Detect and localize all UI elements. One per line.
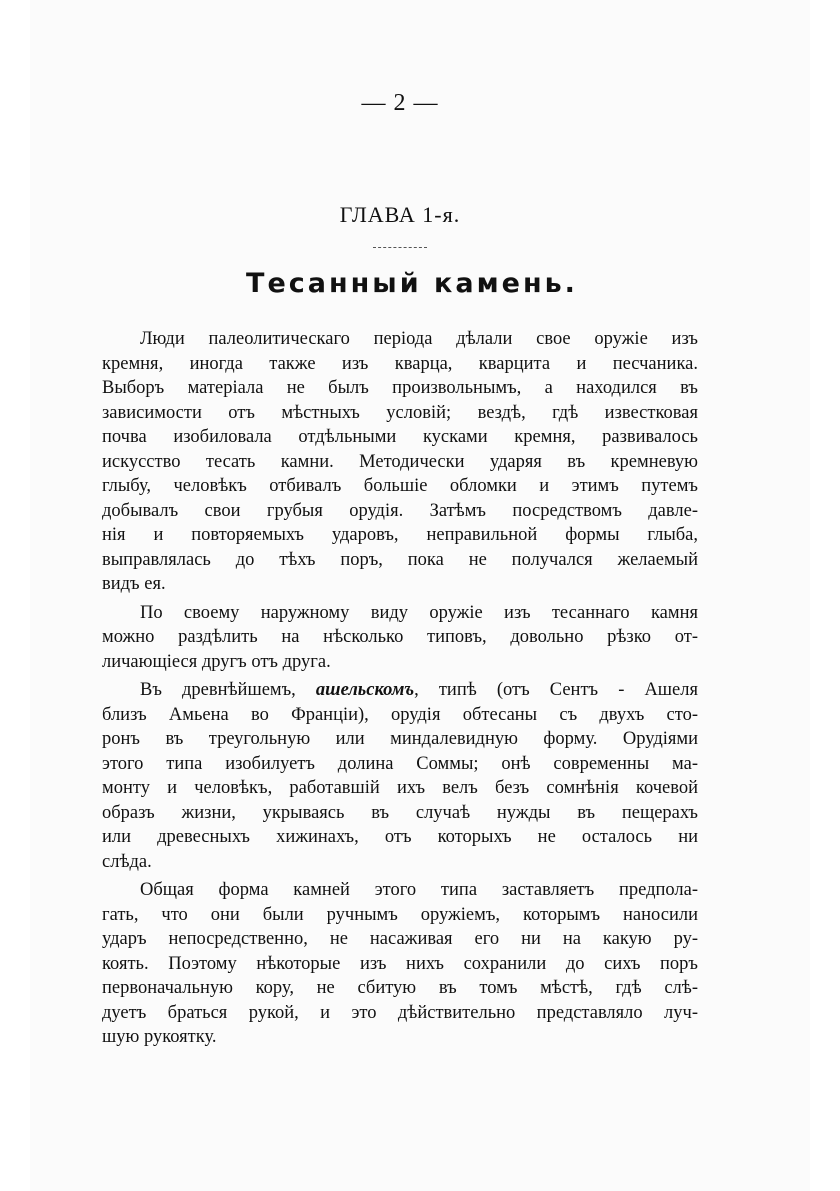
text-line: образъ жизни, укрываясь въ случаѣ нужды въ пещерахъ bbox=[102, 802, 698, 823]
text-line: зависимости отъ мѣстныхъ условій; вездѣ, гдѣ известковая bbox=[102, 402, 698, 423]
text-line: личающіеся другъ отъ друга. bbox=[102, 651, 331, 672]
chapter-title: Тесанный камень. bbox=[246, 268, 578, 299]
text-line bbox=[140, 678, 698, 703]
text-line: близъ Амьена во Франціи), орудія обтесаны съ двухъ сто- bbox=[102, 704, 698, 725]
text-line: По своему наружному виду оружіе изъ тесаннаго камня bbox=[140, 602, 698, 623]
text-line: Общая форма камней этого типа заставляетъ предпола- bbox=[140, 880, 698, 900]
text-line: видъ ея. bbox=[102, 574, 166, 594]
text-line: нія и повторяемыхъ ударовъ, неправильной формы глыба, bbox=[102, 525, 698, 545]
text-line: глыбу, человѣкъ отбивалъ большіе обломки и этимъ путемъ bbox=[102, 476, 698, 496]
text-segment: Въ древнѣйшемъ, bbox=[140, 680, 296, 700]
text-line: гать, что они были ручнымъ оружіемъ, которымъ наносили bbox=[102, 904, 698, 925]
text-line: добывалъ свои грубыя орудія. Затѣмъ посредствомъ давле- bbox=[102, 500, 698, 521]
text-line: выправлялась до тѣхъ поръ, пока не получался желаемый bbox=[102, 549, 698, 570]
text-line: Люди палеолитическаго періода дѣлали свое оружіе изъ bbox=[140, 329, 698, 349]
text-line: первоначальную кору, не сбитую въ томъ мѣстѣ, гдѣ слѣ- bbox=[102, 978, 698, 998]
page-number: — 2 — bbox=[361, 90, 439, 116]
text-segment: , типѣ (отъ Сентъ - Ашеля bbox=[414, 680, 699, 700]
text-line: ронъ въ треугольную или миндалевидную форму. Орудіями bbox=[102, 729, 698, 749]
text-line: слѣда. bbox=[102, 851, 152, 872]
text-line: Выборъ матеріала не былъ произвольнымъ, а находился въ bbox=[102, 378, 698, 398]
chapter-heading: ГЛАВА 1-я. bbox=[339, 202, 461, 227]
text-line: кремня, иногда также изъ кварца, кварцита и песчаника. bbox=[102, 353, 698, 374]
text-line: ударъ непосредственно, не насаживая его ни на какую ру- bbox=[102, 929, 698, 949]
text-line: дуетъ браться рукой, и это дѣйствительно представляло луч- bbox=[102, 1002, 698, 1023]
text-line: коять. Поэтому нѣкоторые изъ нихъ сохранили до сихъ поръ bbox=[102, 953, 698, 974]
italic-term: ашельскомъ bbox=[315, 680, 415, 700]
text-line: или древесныхъ хижинахъ, отъ которыхъ не осталось ни bbox=[102, 827, 698, 847]
text-line: этого типа изобилуетъ долина Соммы; онѣ современны ма- bbox=[102, 753, 698, 774]
text-line: почва изобиловала отдѣльными кусками кремня, развивалось bbox=[102, 427, 698, 447]
text-line: можно раздѣлить на нѣсколько типовъ, довольно рѣзко от- bbox=[102, 627, 698, 647]
text-line: шую рукоятку. bbox=[102, 1027, 217, 1047]
text-line: монту и человѣкъ, работавшій ихъ велъ безъ сомнѣнія кочевой bbox=[102, 778, 698, 798]
text-line: искусство тесать камни. Методически ударяя въ кремневую bbox=[102, 451, 698, 472]
heading-divider bbox=[373, 247, 427, 248]
